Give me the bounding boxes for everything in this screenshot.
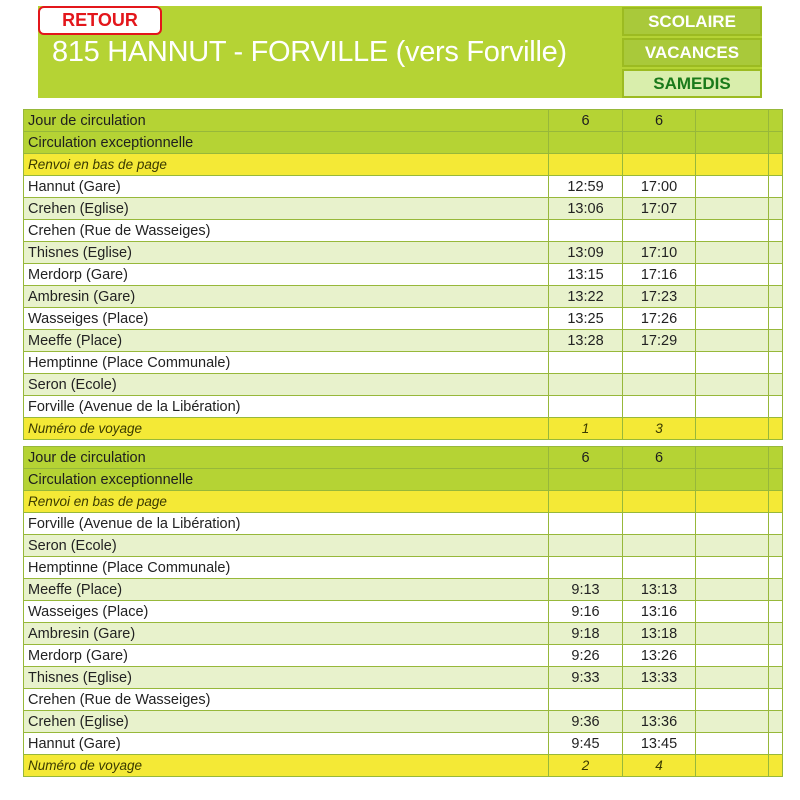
stop-row-col1: 9:13 xyxy=(549,579,623,601)
exceptional-row-col2 xyxy=(623,132,696,154)
stop-row-col1: 13:25 xyxy=(549,308,623,330)
empty-cell xyxy=(696,374,769,396)
stop-row-label: Hemptinne (Place Communale) xyxy=(24,352,549,374)
empty-cell xyxy=(769,154,783,176)
day-row-col2: 6 xyxy=(623,110,696,132)
stop-row-col2: 17:29 xyxy=(623,330,696,352)
empty-cell xyxy=(769,132,783,154)
empty-cell xyxy=(769,286,783,308)
empty-cell xyxy=(769,535,783,557)
stop-row-col1 xyxy=(549,396,623,418)
empty-cell xyxy=(769,374,783,396)
stop-row-label: Seron (Ecole) xyxy=(24,374,549,396)
stop-row-col1: 13:15 xyxy=(549,264,623,286)
empty-cell xyxy=(696,689,769,711)
stop-row-col2 xyxy=(623,220,696,242)
trip-number-row-col2: 3 xyxy=(623,418,696,440)
empty-cell xyxy=(769,330,783,352)
tab-scolaire[interactable]: SCOLAIRE xyxy=(622,7,762,36)
empty-cell xyxy=(696,513,769,535)
empty-cell xyxy=(696,198,769,220)
stop-row-label: Meeffe (Place) xyxy=(24,330,549,352)
empty-cell xyxy=(769,220,783,242)
empty-cell xyxy=(696,418,769,440)
note-row-label: Renvoi en bas de page xyxy=(24,491,549,513)
stop-row xyxy=(24,513,783,535)
empty-cell xyxy=(696,110,769,132)
empty-cell xyxy=(769,447,783,469)
stop-row-col2 xyxy=(623,557,696,579)
stop-row-col2: 17:16 xyxy=(623,264,696,286)
stop-row xyxy=(24,579,783,601)
empty-cell xyxy=(696,557,769,579)
empty-cell xyxy=(769,711,783,733)
empty-cell xyxy=(696,469,769,491)
stop-row xyxy=(24,242,783,264)
stop-row-col2: 13:33 xyxy=(623,667,696,689)
day-row-col1: 6 xyxy=(549,110,623,132)
stop-row-label: Forville (Avenue de la Libération) xyxy=(24,396,549,418)
empty-cell xyxy=(769,689,783,711)
trip-number-row xyxy=(24,418,783,440)
empty-cell xyxy=(696,667,769,689)
trip-number-row xyxy=(24,755,783,777)
stop-row-col1 xyxy=(549,220,623,242)
empty-cell xyxy=(769,352,783,374)
stop-row xyxy=(24,198,783,220)
note-row xyxy=(24,491,783,513)
stop-row-col1: 9:18 xyxy=(549,623,623,645)
stop-row xyxy=(24,396,783,418)
stop-row-col1 xyxy=(549,535,623,557)
empty-cell xyxy=(769,491,783,513)
empty-cell xyxy=(696,491,769,513)
retour-button[interactable]: RETOUR xyxy=(38,6,162,35)
empty-cell xyxy=(696,154,769,176)
exceptional-row-col2 xyxy=(623,469,696,491)
empty-cell xyxy=(769,557,783,579)
stop-row xyxy=(24,374,783,396)
stop-row xyxy=(24,352,783,374)
day-row-col2: 6 xyxy=(623,447,696,469)
stop-row-label: Merdorp (Gare) xyxy=(24,264,549,286)
stop-row-col2: 13:13 xyxy=(623,579,696,601)
empty-cell xyxy=(769,176,783,198)
stop-row xyxy=(24,623,783,645)
stop-row xyxy=(24,308,783,330)
stop-row-col1: 9:16 xyxy=(549,601,623,623)
stop-row-col2: 13:18 xyxy=(623,623,696,645)
empty-cell xyxy=(696,623,769,645)
stop-row-col1 xyxy=(549,557,623,579)
empty-cell xyxy=(769,513,783,535)
stop-row xyxy=(24,711,783,733)
timetable-return xyxy=(23,446,783,777)
day-row xyxy=(24,110,783,132)
stop-row-col1 xyxy=(549,374,623,396)
empty-cell xyxy=(769,469,783,491)
tab-vacances[interactable]: VACANCES xyxy=(622,38,762,67)
stop-row xyxy=(24,601,783,623)
empty-cell xyxy=(696,396,769,418)
stop-row-col1: 12:59 xyxy=(549,176,623,198)
trip-number-row-col1: 1 xyxy=(549,418,623,440)
stop-row xyxy=(24,535,783,557)
empty-cell xyxy=(769,601,783,623)
stop-row-label: Ambresin (Gare) xyxy=(24,623,549,645)
empty-cell xyxy=(769,733,783,755)
empty-cell xyxy=(769,308,783,330)
exceptional-row-col1 xyxy=(549,132,623,154)
stop-row-label: Wasseiges (Place) xyxy=(24,308,549,330)
empty-cell xyxy=(769,242,783,264)
exceptional-row-label: Circulation exceptionnelle xyxy=(24,469,549,491)
empty-cell xyxy=(696,330,769,352)
stop-row-label: Ambresin (Gare) xyxy=(24,286,549,308)
stop-row-col1 xyxy=(549,352,623,374)
stop-row-col2: 17:07 xyxy=(623,198,696,220)
empty-cell xyxy=(696,447,769,469)
stop-row-col2: 17:10 xyxy=(623,242,696,264)
trip-number-row-col1: 2 xyxy=(549,755,623,777)
stop-row-col2 xyxy=(623,689,696,711)
empty-cell xyxy=(696,601,769,623)
empty-cell xyxy=(696,535,769,557)
note-row-col1 xyxy=(549,491,623,513)
stop-row-col1: 9:36 xyxy=(549,711,623,733)
stop-row-col2: 13:36 xyxy=(623,711,696,733)
stop-row-col1 xyxy=(549,513,623,535)
route-title: 815 HANNUT - FORVILLE (vers Forville) xyxy=(52,36,567,68)
stop-row xyxy=(24,645,783,667)
stop-row xyxy=(24,557,783,579)
trip-number-row-label: Numéro de voyage xyxy=(24,755,549,777)
stop-row-label: Seron (Ecole) xyxy=(24,535,549,557)
stop-row-col1: 9:33 xyxy=(549,667,623,689)
day-row-label: Jour de circulation xyxy=(24,110,549,132)
note-row-col2 xyxy=(623,154,696,176)
stop-row xyxy=(24,286,783,308)
empty-cell xyxy=(769,110,783,132)
empty-cell xyxy=(769,667,783,689)
stop-row-col1: 13:22 xyxy=(549,286,623,308)
stop-row-col2 xyxy=(623,374,696,396)
stop-row-col1: 9:45 xyxy=(549,733,623,755)
note-row-col1 xyxy=(549,154,623,176)
empty-cell xyxy=(769,418,783,440)
empty-cell xyxy=(769,396,783,418)
empty-cell xyxy=(769,198,783,220)
stop-row-label: Hannut (Gare) xyxy=(24,733,549,755)
stop-row-col1: 9:26 xyxy=(549,645,623,667)
stop-row xyxy=(24,689,783,711)
stop-row-col1: 13:09 xyxy=(549,242,623,264)
stop-row-col2: 13:16 xyxy=(623,601,696,623)
timetable-outbound xyxy=(23,109,783,440)
stop-row xyxy=(24,264,783,286)
day-row-col1: 6 xyxy=(549,447,623,469)
stop-row-label: Crehen (Eglise) xyxy=(24,711,549,733)
exceptional-row xyxy=(24,132,783,154)
exceptional-row xyxy=(24,469,783,491)
empty-cell xyxy=(769,264,783,286)
empty-cell xyxy=(696,733,769,755)
stop-row-label: Forville (Avenue de la Libération) xyxy=(24,513,549,535)
trip-number-row-label: Numéro de voyage xyxy=(24,418,549,440)
stop-row-col2 xyxy=(623,352,696,374)
empty-cell xyxy=(696,132,769,154)
exceptional-row-col1 xyxy=(549,469,623,491)
stop-row-col1: 13:28 xyxy=(549,330,623,352)
trip-number-row-col2: 4 xyxy=(623,755,696,777)
stop-row-col2: 13:26 xyxy=(623,645,696,667)
empty-cell xyxy=(696,352,769,374)
tab-samedis[interactable]: SAMEDIS xyxy=(622,69,762,98)
empty-cell xyxy=(696,645,769,667)
stop-row-col2 xyxy=(623,535,696,557)
stop-row-col2: 17:26 xyxy=(623,308,696,330)
note-row xyxy=(24,154,783,176)
stop-row xyxy=(24,667,783,689)
empty-cell xyxy=(696,176,769,198)
stop-row-col1 xyxy=(549,689,623,711)
stop-row-label: Wasseiges (Place) xyxy=(24,601,549,623)
empty-cell xyxy=(696,308,769,330)
empty-cell xyxy=(696,755,769,777)
stop-row-label: Hannut (Gare) xyxy=(24,176,549,198)
exceptional-row-label: Circulation exceptionnelle xyxy=(24,132,549,154)
stop-row xyxy=(24,733,783,755)
day-row-label: Jour de circulation xyxy=(24,447,549,469)
empty-cell xyxy=(769,579,783,601)
stop-row-label: Crehen (Rue de Wasseiges) xyxy=(24,689,549,711)
empty-cell xyxy=(696,220,769,242)
stop-row xyxy=(24,220,783,242)
empty-cell xyxy=(769,645,783,667)
day-row xyxy=(24,447,783,469)
stop-row-label: Crehen (Rue de Wasseiges) xyxy=(24,220,549,242)
empty-cell xyxy=(696,711,769,733)
empty-cell xyxy=(769,755,783,777)
empty-cell xyxy=(769,623,783,645)
stop-row xyxy=(24,176,783,198)
stop-row-col1: 13:06 xyxy=(549,198,623,220)
stop-row-label: Thisnes (Eglise) xyxy=(24,667,549,689)
empty-cell xyxy=(696,242,769,264)
stop-row-label: Meeffe (Place) xyxy=(24,579,549,601)
stop-row-label: Hemptinne (Place Communale) xyxy=(24,557,549,579)
stop-row-col2: 17:23 xyxy=(623,286,696,308)
stop-row xyxy=(24,330,783,352)
stop-row-col2: 17:00 xyxy=(623,176,696,198)
stop-row-col2 xyxy=(623,396,696,418)
empty-cell xyxy=(696,286,769,308)
note-row-col2 xyxy=(623,491,696,513)
stop-row-col2: 13:45 xyxy=(623,733,696,755)
empty-cell xyxy=(696,264,769,286)
stop-row-label: Crehen (Eglise) xyxy=(24,198,549,220)
stop-row-label: Merdorp (Gare) xyxy=(24,645,549,667)
stop-row-col2 xyxy=(623,513,696,535)
stop-row-label: Thisnes (Eglise) xyxy=(24,242,549,264)
note-row-label: Renvoi en bas de page xyxy=(24,154,549,176)
empty-cell xyxy=(696,579,769,601)
